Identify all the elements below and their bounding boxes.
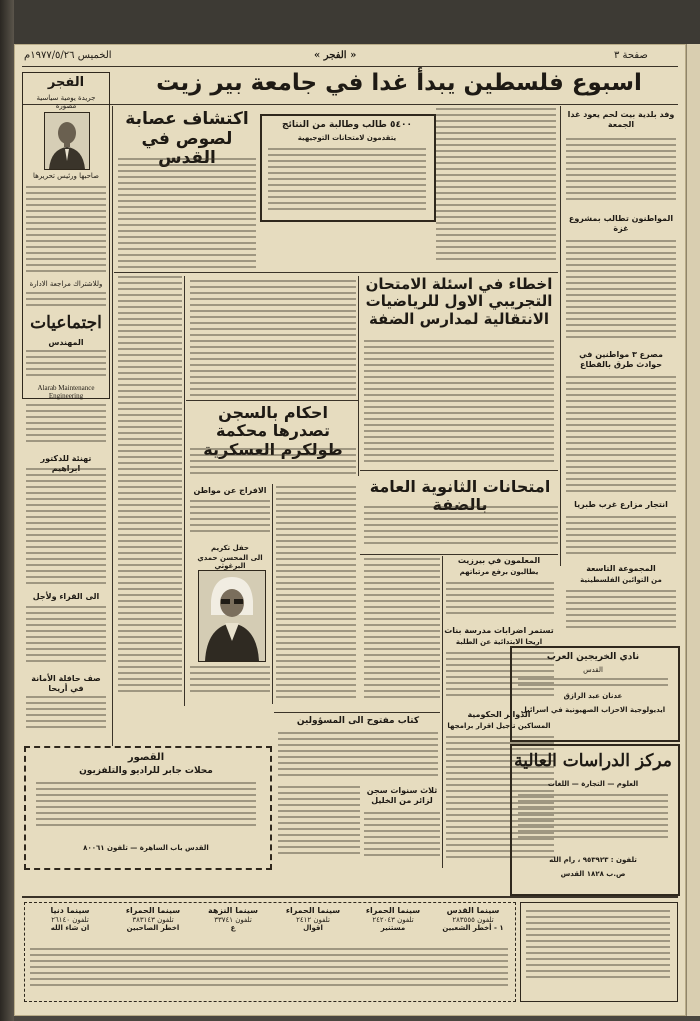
three-years-body <box>364 812 440 868</box>
cinema-6-film: ١ - أخطر الشعبين <box>442 924 504 933</box>
tulkarem-body <box>190 448 356 482</box>
shops-ad-line: محلات جابر للراديو والتلفزيون <box>79 766 213 776</box>
shops-ad-body <box>36 782 256 838</box>
center-ad-subtitle: العلوم — التجارة — اللغات <box>547 780 639 788</box>
section-rule-1 <box>114 272 558 273</box>
photo-caption-2: الى المحسن حمدي البرغوثي <box>197 554 263 571</box>
bottom-right-ad-body <box>526 910 670 994</box>
sidebar-text-2 <box>26 404 106 450</box>
sidebar-subtitle: جريدة يومية سياسية مصورة <box>36 94 96 111</box>
gang-headline: اكتشاف عصابة لصوص في القدس <box>125 109 249 169</box>
cinema-4-film: اقوال <box>303 924 323 933</box>
citizens-rule <box>274 712 440 713</box>
sidebar-title: الفجر <box>47 75 85 90</box>
school-strike-sub: اريحا الابتدائية عن الطلبة <box>455 638 543 646</box>
shops-ad-title: القصور <box>127 752 165 763</box>
cinema-4-phone: تلفون ٢٤١٢ <box>296 916 330 924</box>
top-story-headline: اسبوع فلسطين يبدأ غدا في جامعة بير زيت <box>156 70 642 96</box>
binding-spine <box>0 0 14 1021</box>
cinema-3-phone: تلفون ٣٣٧٤١ <box>214 916 252 924</box>
right-column-rule <box>560 106 561 566</box>
sidebar-staff: صاحبها ورئيس تحريرها <box>32 172 100 180</box>
announcement-3-heading: صف حافلة الأمانة في أريحا <box>31 674 101 693</box>
results-headline: ٥٤٠٠ طالب وطالبة من النتائج <box>282 120 412 130</box>
cinema-6 <box>434 906 512 933</box>
newspaper-page <box>14 44 686 1016</box>
announcement-2-text <box>26 606 106 670</box>
results-subheadline: يتقدمون لامتحانات التوجيهية <box>297 134 397 142</box>
center-ad-box-number: ص.ب ١٨٢٨ القدس <box>560 870 626 878</box>
cinema-6-phone: تلفون ٢٨٣٥٥٥ <box>452 916 494 924</box>
club-notice-place: القدس <box>583 666 603 674</box>
cinema-3-film: ع <box>230 924 236 933</box>
teachers-sub: يطالبون برفع مرتباتهم <box>459 568 539 576</box>
committee-sub: من التوائين الفلسطينية <box>580 576 662 584</box>
results-body <box>268 148 426 212</box>
right-item-1: وفد بلدية بيت لحم يعود غدا الجمعة <box>567 110 675 129</box>
gang-body <box>118 158 256 274</box>
cinema-2 <box>114 906 192 933</box>
banner-rule <box>22 104 678 105</box>
cinema-4-name: سينما الحمراء <box>285 906 341 915</box>
cinema-1-phone: تلفون ٢٦١٤٠ <box>51 916 89 924</box>
engineer-text <box>26 350 106 384</box>
announcement-2-heading: الى القراء ولأجل <box>32 592 100 601</box>
center-ad-phone: تلفون : ٩٥٣٩٢٣ ، رام الله <box>549 856 637 864</box>
cinema-top-rule <box>22 896 678 898</box>
cinema-4 <box>274 906 352 933</box>
sidebar-closing-text <box>26 292 106 312</box>
exams-headline: امتحانات الثانوية العامة بالضفة <box>369 477 551 515</box>
scan-background-top <box>0 0 700 44</box>
tiberias-body <box>566 516 676 562</box>
committee-body <box>566 590 676 638</box>
announcement-3-text <box>26 696 106 736</box>
cinema-1-name: سينما دنيا <box>50 906 90 915</box>
teachers-body <box>446 582 554 622</box>
release-right-body <box>276 486 356 706</box>
cinema-6-name: سينما القدس <box>446 906 500 915</box>
three-years-headline: ثلاث سنوات سجن لزائر من الخليل <box>366 786 438 805</box>
ijtimaiyat-heading: اجتماعيات <box>30 313 102 333</box>
palestine-week-body <box>436 108 556 268</box>
cinema-3 <box>194 906 272 933</box>
editor-portrait <box>44 112 90 170</box>
col-rule-c <box>272 484 273 704</box>
right-item-2-body <box>566 240 676 344</box>
exams-mid-rule <box>360 554 558 555</box>
masthead-page-number: صفحة ٣ <box>614 50 648 61</box>
adjacent-page-edge <box>686 44 700 1016</box>
right-item-2: المواطنون تطالب بمشروع غزة <box>568 214 674 233</box>
right-item-1-body <box>566 138 676 208</box>
photo-caption-1: حفل تكريم <box>211 544 249 552</box>
math-errors-headline: اخطاء في اسئلة الامتحان التجريبي الاول للرياضيات الانتقالية لمدارس الضفة <box>365 275 553 328</box>
ministries-sub: المساكين تأجيل اقرار برامجها <box>447 722 551 730</box>
cinema-2-film: اخطر الصاحبين <box>126 924 180 933</box>
sidebar-column-rule <box>112 106 113 746</box>
announcement-1-text <box>26 468 106 588</box>
citizens-body <box>278 732 438 782</box>
release-body <box>190 500 270 540</box>
school-strike-headline: تستمر اضرابات مدرسة بنات <box>444 626 554 635</box>
cinema-2-phone: تلفون ٣٨٣١٤٣ <box>132 916 174 924</box>
cinema-3-name: سينما النزهة <box>208 906 258 915</box>
masthead-date: الخميس ١٩٧٧/٥/٢٦م <box>24 50 112 61</box>
cinema-5-film: مستنير <box>380 924 406 933</box>
right-item-3-body <box>566 376 676 496</box>
club-notice-speaker: عدنان عبد الرازق <box>563 692 623 700</box>
club-notice-topic: ايديولوجية الاحزاب الصهيونية في اسرائيل <box>520 706 666 714</box>
tulkarem-rule <box>186 400 358 401</box>
center-ad-title: مركز الدراسات العالية <box>514 751 672 771</box>
ministries-headline: الدوائر الحكومية <box>467 710 531 719</box>
col-rule-d <box>442 556 443 868</box>
teachers-headline: المعلمون في بيرزيت <box>457 556 541 565</box>
masthead-rule <box>22 66 678 67</box>
sidebar-text-block <box>26 186 106 278</box>
tiberias-headline: انتجار مزارع غرب طبريا <box>574 500 668 509</box>
exams-left-body <box>364 558 440 708</box>
cinema-1 <box>30 906 110 933</box>
right-item-3: مصرع ٣ مواطنين في حوادث طرق بالقطاع <box>579 350 663 369</box>
citizens-headline: كتاب مفتوح الى المسؤولين <box>296 716 420 726</box>
club-notice-intro <box>518 678 668 688</box>
shops-ad-phone: القدس باب الساهرة — تلفون ٨٠٠٦١ <box>83 844 209 852</box>
tulkarem-headline: احكام بالسجن تصدرها محكمة طولكرم العسكرية <box>203 403 343 459</box>
cinema-5 <box>354 906 432 933</box>
col-rule-b <box>358 276 359 476</box>
cinema-1-film: ان شاء الله <box>50 924 90 933</box>
cinema-5-phone: تلفون ٢٤٢٠٤٣ <box>372 916 414 924</box>
photo-below-body <box>190 666 270 702</box>
center-ad-body <box>518 794 668 850</box>
cinema-showtimes <box>30 948 508 994</box>
left-article-body <box>118 276 182 696</box>
sidebar-brand-line: Alarab Maintenance Engineering <box>37 384 95 401</box>
citizens-continued-body <box>278 786 360 868</box>
release-headline: الافراج عن مواطن <box>193 486 267 495</box>
cinema-5-name: سينما الحمراء <box>365 906 421 915</box>
committee-headline: المجموعة التاسعة <box>586 564 656 573</box>
cinema-2-name: سينما الحمراء <box>125 906 181 915</box>
exams-body <box>364 506 558 550</box>
club-notice-title: نادي الخريجين العرب <box>546 652 640 662</box>
announcement-1-heading: تهنئة للدكتور ابراهيم <box>40 454 92 473</box>
masthead-paper-name: « الفجر » <box>314 50 357 61</box>
col-rule-a <box>184 276 185 706</box>
engineer-label: المهندس <box>48 338 84 347</box>
math-errors-body <box>364 340 554 466</box>
middle-article-body <box>190 280 356 398</box>
barghouti-portrait <box>198 570 266 662</box>
sidebar-closing: وللاشتراك مراجعة الادارة <box>29 280 103 288</box>
exams-top-rule <box>360 470 558 471</box>
